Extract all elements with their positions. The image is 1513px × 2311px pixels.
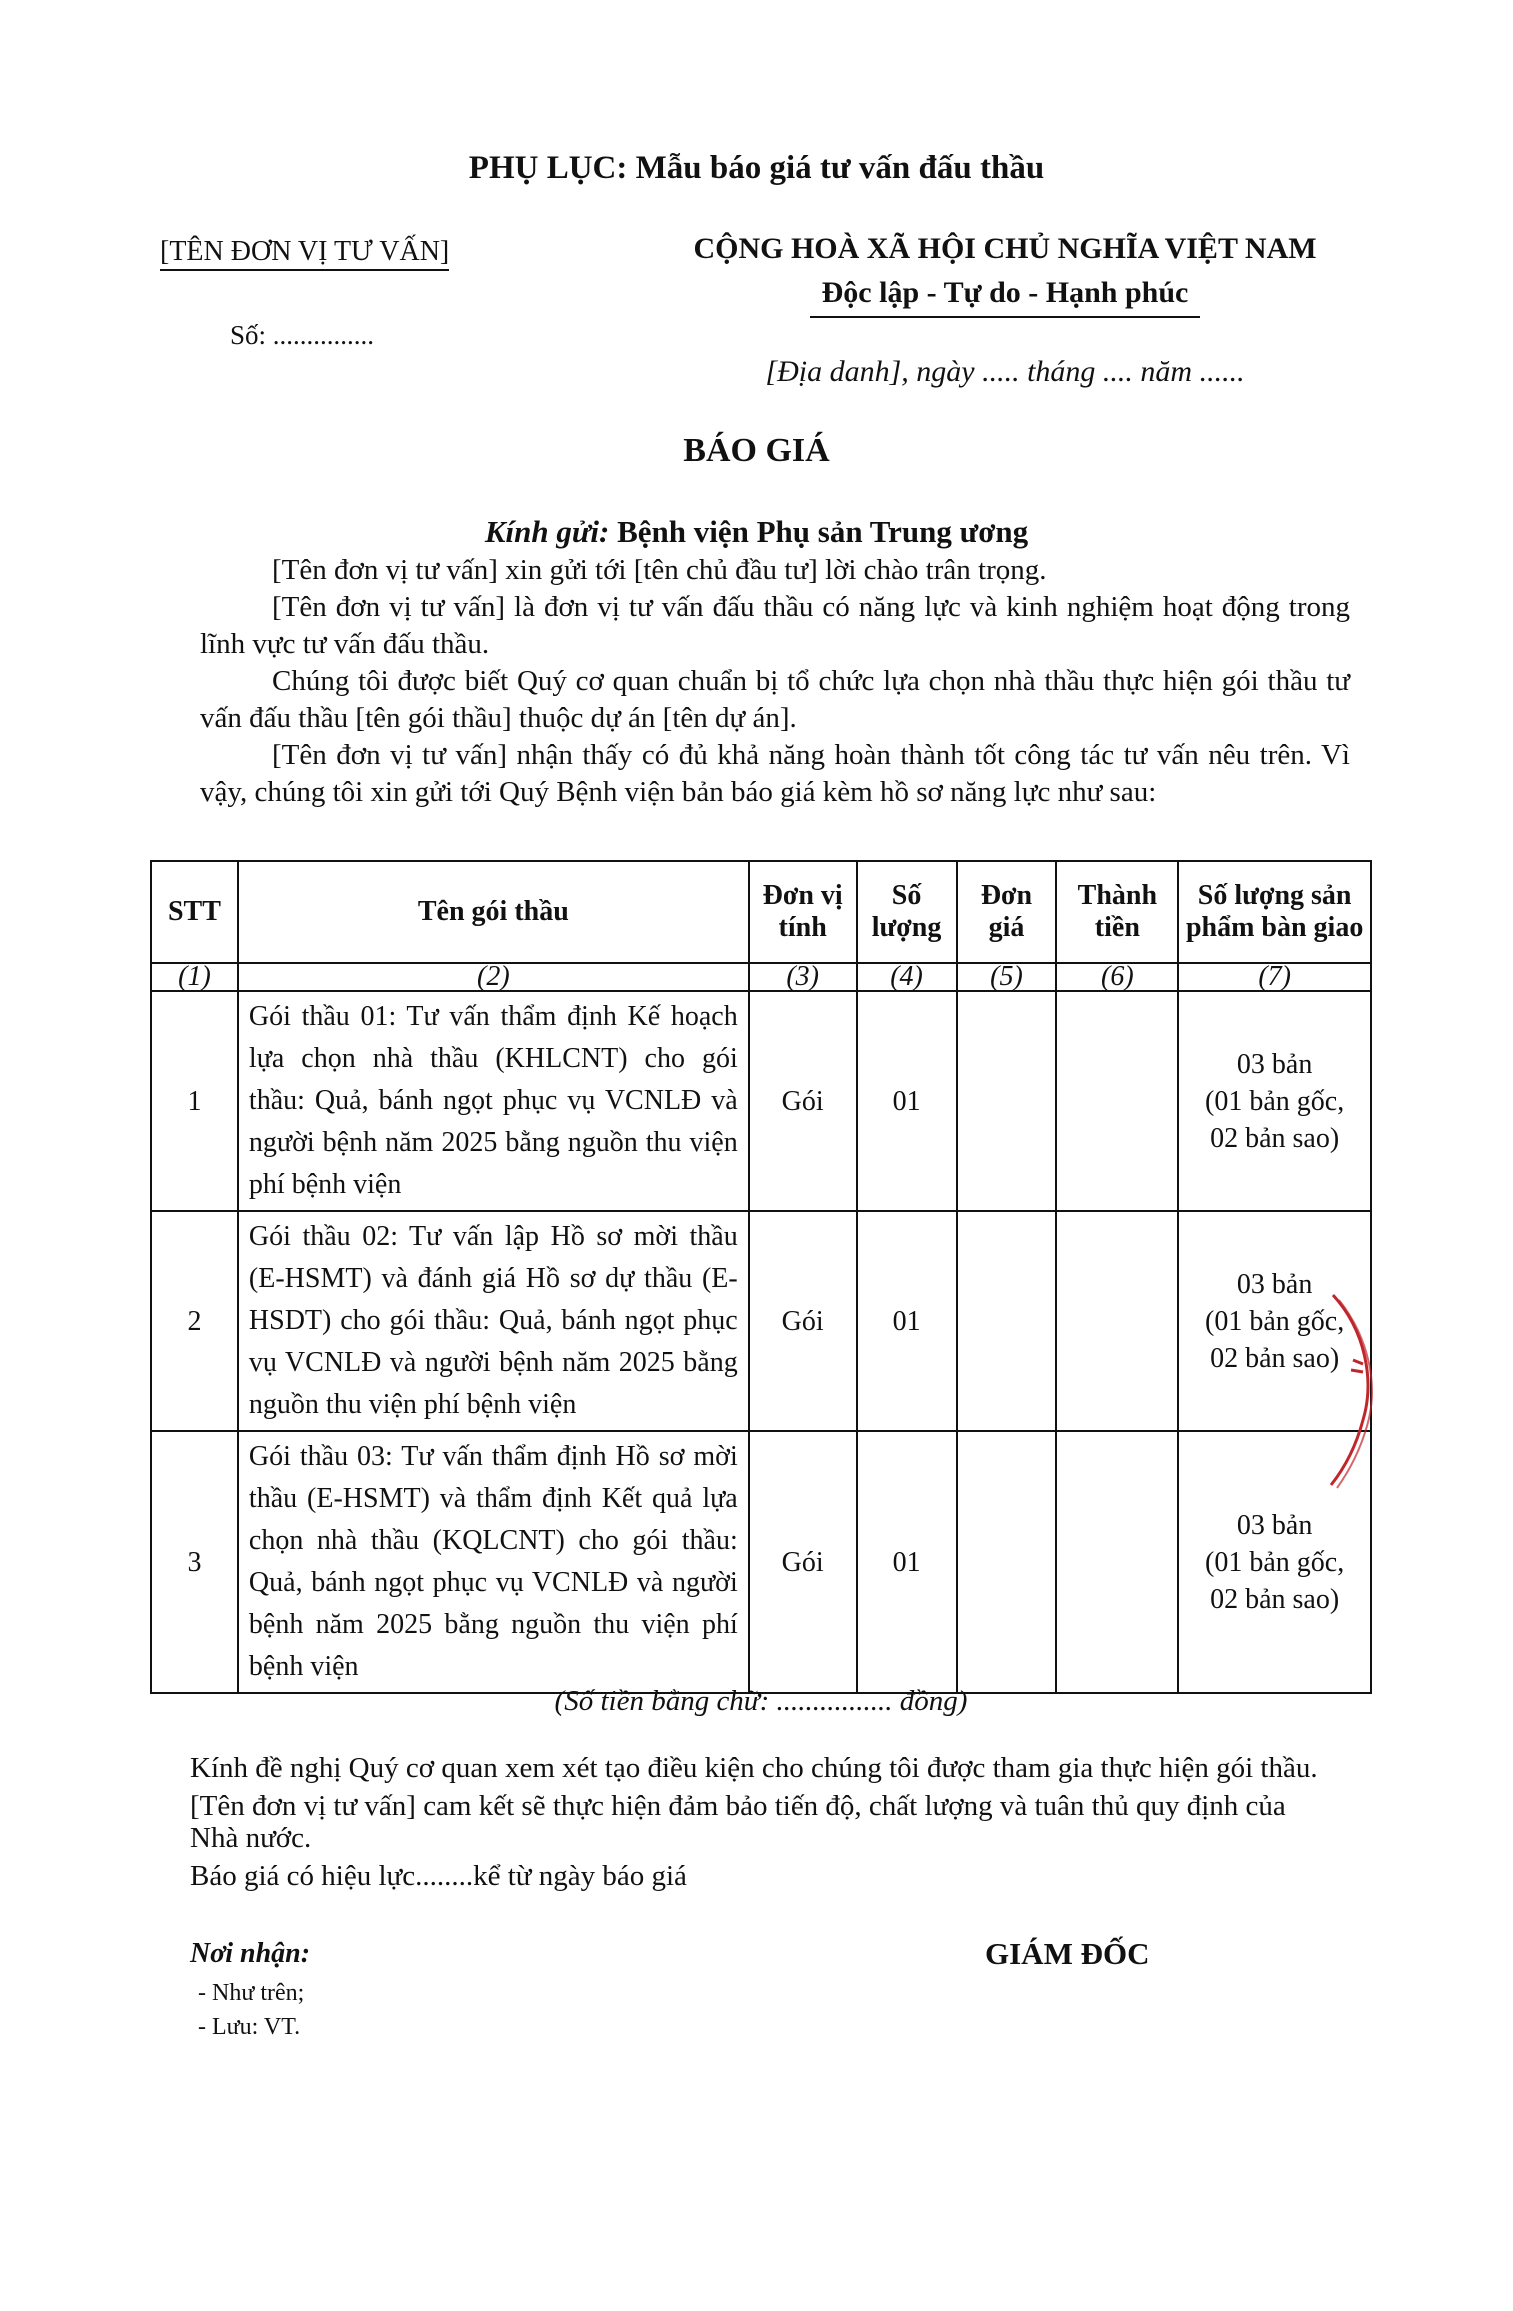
receiver-item: - Như trên; <box>198 1980 305 2006</box>
receivers-title: Nơi nhận: <box>190 1938 311 1969</box>
index-cell: (7) <box>1178 963 1371 991</box>
index-cell: (2) <box>238 963 749 991</box>
body-paragraph: [Tên đơn vị tư vấn] là đơn vị tư vấn đấu thầu có năng lực và kinh nghiệm hoạt động trong lĩnh vực tư vấn đấu thầu. <box>200 591 1350 660</box>
appendix-title: PHỤ LỤC: Mẫu báo giá tư vấn đấu thầu <box>468 150 1045 186</box>
closing-text <box>190 1752 1340 1898</box>
row-stt: 3 <box>151 1431 238 1693</box>
header-deliverables: Số lượng sản phẩm bàn giao <box>1178 861 1371 963</box>
table-row <box>151 1431 1371 1693</box>
validity-line: Báo giá có hiệu lực........kể từ ngày báo giá <box>190 1860 687 1892</box>
row-unit: Gói <box>749 1431 857 1693</box>
closing-paragraph: [Tên đơn vị tư vấn] cam kết sẽ thực hiện đảm bảo tiến độ, chất lượng và tuân thủ quy định của Nhà nước. <box>190 1790 1286 1854</box>
row-total <box>1056 991 1178 1211</box>
national-motto <box>650 276 1360 318</box>
consultant-org-name <box>160 236 449 268</box>
recipient-line <box>0 514 1513 550</box>
deliverable-copies: 02 bản sao) <box>1210 1583 1340 1615</box>
deliverable-original: (01 bản gốc, <box>1205 1085 1345 1117</box>
header-stt: STT <box>151 861 238 963</box>
deliverable-count: 03 bản <box>1236 1268 1313 1300</box>
index-cell: (3) <box>749 963 857 991</box>
row-package-name: Gói thầu 03: Tư vấn thẩm định Hồ sơ mời thầu (E-HSMT) và thẩm định Kết quả lựa chọn nhà thầu (KQLCNT) cho gói thầu: Quả, bánh ngọt phục vụ VCNLĐ và người bệnh năm 2025 bằng nguồn thu viện phí bệnh viện <box>238 1431 749 1693</box>
table-row <box>151 991 1371 1211</box>
body-text <box>200 552 1350 811</box>
row-unit-price <box>957 1211 1057 1431</box>
national-title: CỘNG HOÀ XÃ HỘI CHỦ NGHĨA VIỆT NAM <box>693 232 1317 265</box>
closing-paragraph: Kính đề nghị Quý cơ quan xem xét tạo điều kiện cho chúng tôi được tham gia thực hiện gói thầu. <box>190 1752 1318 1784</box>
body-paragraph: [Tên đơn vị tư vấn] xin gửi tới [tên chủ đầu tư] lời chào trân trọng. <box>272 554 1047 586</box>
body-paragraph: [Tên đơn vị tư vấn] nhận thấy có đủ khả năng hoàn thành tốt công tác tư vấn nêu trên. Vì vậy, chúng tôi xin gửi tới Quý Bệnh viện bản báo giá kèm hồ sơ năng lực như sau: <box>200 739 1350 808</box>
deliverable-count: 03 bản <box>1236 1509 1313 1541</box>
row-unit-price <box>957 991 1057 1211</box>
motto-text: Độc lập - Tự do - Hạnh phúc <box>810 276 1201 318</box>
amount-in-words: (Số tiền bằng chữ: ................ đồng) <box>554 1685 968 1717</box>
row-package-name: Gói thầu 02: Tư vấn lập Hồ sơ mời thầu (E-HSMT) và đánh giá Hồ sơ dự thầu (E-HSDT) cho gói thầu: Quả, bánh ngọt phục vụ VCNLĐ và người bệnh năm 2025 bằng nguồn thu viện phí bệnh viện <box>238 1211 749 1431</box>
row-package-name: Gói thầu 01: Tư vấn thẩm định Kế hoạch lựa chọn nhà thầu (KHLCNT) cho gói thầu: Quả, bánh ngọt phục vụ VCNLĐ và người bệnh năm 2025 bằng nguồn thu viện phí bệnh viện <box>238 991 749 1211</box>
receivers-list <box>198 1976 304 2044</box>
deliverable-count: 03 bản <box>1236 1048 1313 1080</box>
header-unit: Đơn vị tính <box>749 861 857 963</box>
row-quantity: 01 <box>857 991 957 1211</box>
recipient-label: Kính gửi: <box>484 514 610 549</box>
row-quantity: 01 <box>857 1431 957 1693</box>
deliverable-copies: 02 bản sao) <box>1210 1122 1340 1154</box>
row-total <box>1056 1211 1178 1431</box>
row-stt: 2 <box>151 1211 238 1431</box>
red-stamp-mark <box>1325 1290 1385 1490</box>
row-unit: Gói <box>749 991 857 1211</box>
deliverable-original: (01 bản gốc, <box>1205 1546 1345 1578</box>
header-package-name: Tên gói thầu <box>238 861 749 963</box>
row-unit: Gói <box>749 1211 857 1431</box>
header-total: Thành tiền <box>1056 861 1178 963</box>
row-total <box>1056 1431 1178 1693</box>
table-header-row <box>151 861 1371 963</box>
index-cell: (4) <box>857 963 957 991</box>
table-index-row <box>151 963 1371 991</box>
body-paragraph: Chúng tôi được biết Quý cơ quan chuẩn bị tổ chức lựa chọn nhà thầu thực hiện gói thầu tư vấn đấu thầu [tên gói thầu] thuộc dự án [tên dự án]. <box>200 665 1350 734</box>
document-title: BÁO GIÁ <box>683 432 830 469</box>
row-quantity: 01 <box>857 1211 957 1431</box>
header-quantity: Số lượng <box>857 861 957 963</box>
recipient-name: Bệnh viện Phụ sản Trung ương <box>617 514 1029 549</box>
quotation-table <box>150 860 1372 1694</box>
deliverable-copies: 02 bản sao) <box>1210 1342 1340 1374</box>
deliverable-original: (01 bản gốc, <box>1205 1305 1345 1337</box>
header-unit-price: Đơn giá <box>957 861 1057 963</box>
place-date-line: [Địa danh], ngày ..... tháng .... năm ...... <box>765 355 1245 388</box>
row-deliverables <box>1178 991 1371 1211</box>
table-row <box>151 1211 1371 1431</box>
index-cell: (1) <box>151 963 238 991</box>
index-cell: (6) <box>1056 963 1178 991</box>
row-unit-price <box>957 1431 1057 1693</box>
receiver-item: - Lưu: VT. <box>198 2014 301 2040</box>
index-cell: (5) <box>957 963 1057 991</box>
row-stt: 1 <box>151 991 238 1211</box>
signature-title: GIÁM ĐỐC <box>985 1936 1150 1971</box>
document-number: Số: ............... <box>230 320 375 350</box>
org-name-text: [TÊN ĐƠN VỊ TƯ VẤN] <box>160 236 449 271</box>
